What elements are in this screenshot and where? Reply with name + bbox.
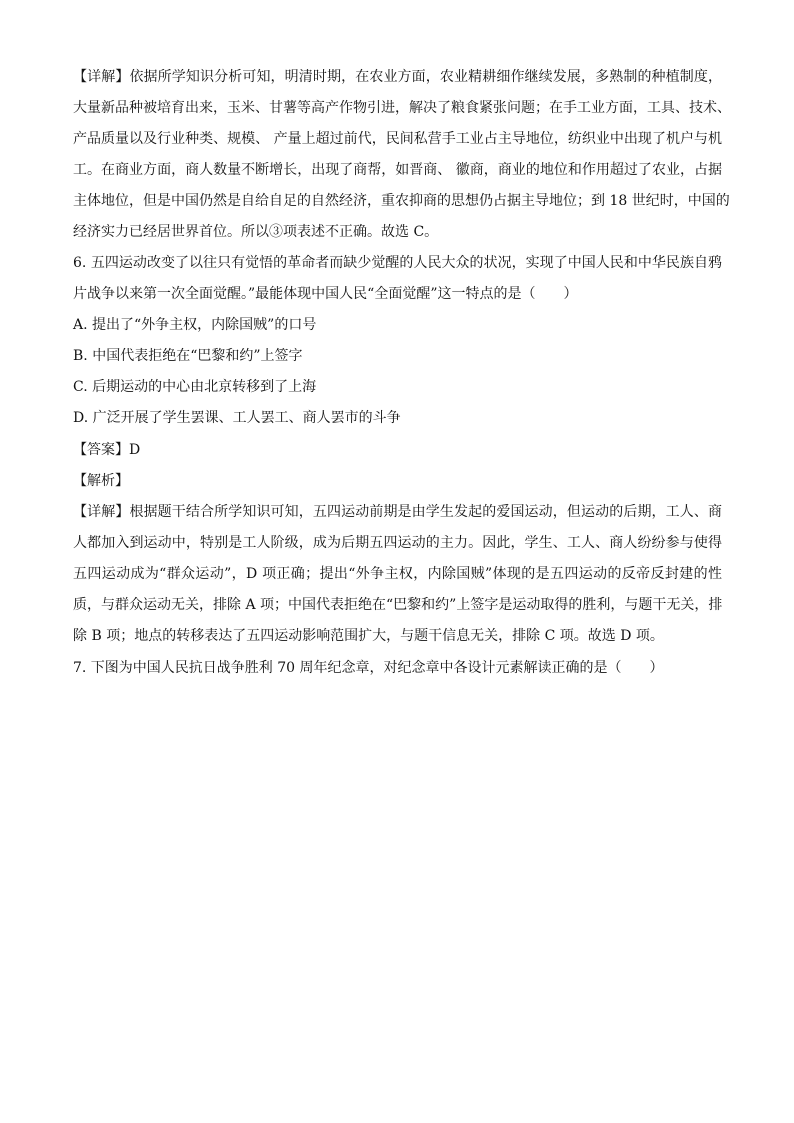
- analysis-paragraph-line: 工。在商业方面，商人数量不断增长，出现了商帮，如晋商、 徽商，商业的地位和作用超过了农业，占据: [73, 162, 722, 178]
- detail-paragraph-line: 质，与群众运动无关，排除 A 项；中国代表拒绝在“巴黎和约”上签字是运动取得的胜利，与题干无关，排: [73, 597, 723, 613]
- question-7-stem: 7. 下图为中国人民抗日战争胜利 70 周年纪念章，对纪念章中各设计元素解读正确的是（ ）: [73, 660, 664, 676]
- option-a: A. 提出了“外争主权，内除国贼”的口号: [73, 317, 317, 333]
- question-stem-line: 片战争以来第一次全面觉醒。”最能体现中国人民“全面觉醒”这一特点的是（ ）: [73, 286, 578, 302]
- analysis-paragraph-line: 大量新品种被培育出来，玉米、甘薯等高产作物引进，解决了粮食紧张问题；在手工业方面，工具、技术、: [73, 100, 731, 116]
- detail-paragraph-line: 人都加入到运动中，特别是工人阶级，成为后期五四运动的主力。因此，学生、工人、商人纷纷参与使得: [73, 535, 722, 551]
- analysis-paragraph-line: 经济实力已经居世界首位。所以③项表述不正确。故选 C。: [73, 224, 439, 240]
- option-c: C. 后期运动的中心由北京转移到了上海: [73, 379, 317, 395]
- detail-paragraph-line: 除 B 项；地点的转移表达了五四运动影响范围扩大，与题干信息无关，排除 C 项。故选 D 项。: [73, 628, 664, 644]
- question-stem-line: 6. 五四运动改变了以往只有觉悟的革命者而缺少觉醒的人民大众的状况，实现了中国人民和中华民族自鸦: [73, 255, 722, 271]
- option-b: B. 中国代表拒绝在“巴黎和约”上签字: [73, 348, 303, 364]
- detail-paragraph-line: 五四运动成为“群众运动”，D 项正确；提出“外争主权，内除国贼”体现的是五四运动的反帝反封建的性: [73, 566, 722, 582]
- analysis-heading: 【解析】: [73, 473, 129, 489]
- option-d: D. 广泛开展了学生罢课、工人罢工、商人罢市的斗争: [73, 410, 401, 426]
- analysis-paragraph-line: 产品质量以及行业种类、规模、 产量上超过前代，民间私营手工业占主导地位，纺织业中出现了机户与机: [73, 131, 722, 147]
- answer-label: 【答案】D: [73, 442, 141, 458]
- analysis-paragraph-line: 主体地位，但是中国仍然是自给自足的自然经济，重农抑商的思想仍占据主导地位；到 18 世纪时，中国的: [73, 193, 730, 209]
- analysis-paragraph-line: 【详解】依据所学知识分析可知，明清时期，在农业方面，农业精耕细作继续发展，多熟制的种植制度，: [73, 69, 722, 85]
- detail-paragraph-line: 【详解】根据题干结合所学知识可知，五四运动前期是由学生发起的爱国运动，但运动的后期，工人、商: [73, 504, 722, 520]
